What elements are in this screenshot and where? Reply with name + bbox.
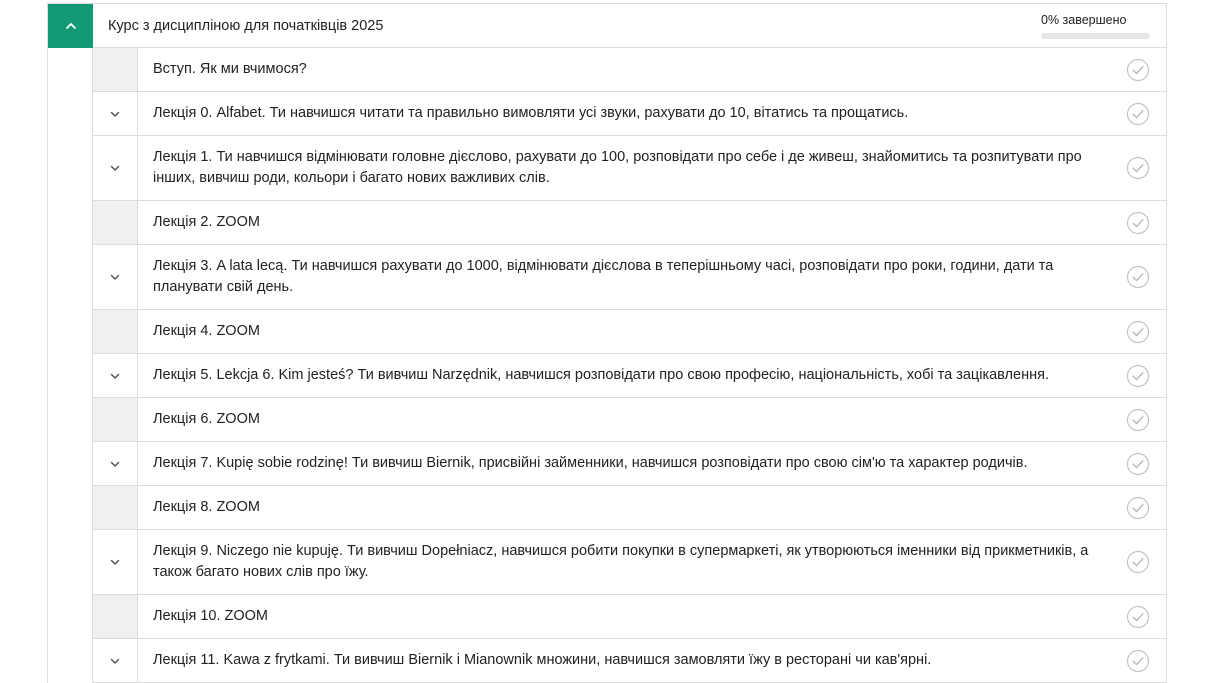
lesson-expand-toggle[interactable] <box>93 530 138 594</box>
check-circle-icon <box>1126 496 1150 520</box>
lesson-row <box>93 48 1166 92</box>
lesson-expand-toggle[interactable] <box>93 136 138 200</box>
course-progress <box>1041 4 1166 47</box>
lesson-row <box>93 595 1166 639</box>
lesson-row <box>93 639 1166 683</box>
lesson-row <box>93 486 1166 530</box>
lesson-expand-toggle[interactable] <box>93 442 138 485</box>
lesson-row <box>93 310 1166 354</box>
chevron-down-icon <box>109 655 121 667</box>
lesson-expand-toggle[interactable] <box>93 245 138 309</box>
check-circle-icon <box>1126 265 1150 289</box>
lesson-title[interactable]: Лекція 6. ZOOM <box>153 411 260 427</box>
lesson-title[interactable]: Лекція 1. Ти навчишся відмінювати головне дієслово, рахувати до 100, розповідати про себе і де живеш, знайомитись та розпитувати про інших, вивчиш роди, кольори і багато нових важливих слів. <box>153 149 1082 186</box>
lesson-title[interactable]: Лекція 5. Lekcja 6. Kim jesteś? Ти вивчиш Narzędnik, навчишся розповідати про свою професію, національність, хобі та зацікавлення. <box>153 367 1049 383</box>
chevron-down-icon <box>109 458 121 470</box>
chevron-up-icon <box>64 19 78 33</box>
lesson-title[interactable]: Лекція 3. A lata lecą. Ти навчишся рахувати до 1000, відмінювати дієслова в теперішньому часі, розповідати про роки, години, дати та планувати свій день. <box>153 258 1054 295</box>
course-section <box>47 3 1167 683</box>
lesson-toggle-placeholder <box>93 486 138 529</box>
lesson-complete-toggle[interactable] <box>1110 201 1166 244</box>
check-circle-icon <box>1126 156 1150 180</box>
chevron-down-icon <box>109 108 121 120</box>
lesson-complete-toggle[interactable] <box>1110 442 1166 485</box>
chevron-down-icon <box>109 162 121 174</box>
lesson-title[interactable]: Вступ. Як ми вчимося? <box>153 61 307 77</box>
course-header <box>48 4 1166 48</box>
lesson-title[interactable]: Лекція 9. Niczego nie kupuję. Ти вивчиш Dopełniacz, навчишся робити покупки в супермаркеті, як утворюються іменники від прикметників, а також багато нових слів про їжу. <box>153 543 1089 580</box>
check-circle-icon <box>1126 320 1150 344</box>
lesson-complete-toggle[interactable] <box>1110 245 1166 309</box>
check-circle-icon <box>1126 605 1150 629</box>
lesson-row <box>93 201 1166 245</box>
lesson-row <box>93 398 1166 442</box>
lesson-complete-toggle[interactable] <box>1110 639 1166 682</box>
lesson-row <box>93 442 1166 486</box>
lesson-complete-toggle[interactable] <box>1110 530 1166 594</box>
course-body <box>48 48 1166 683</box>
check-circle-icon <box>1126 102 1150 126</box>
lesson-row <box>93 136 1166 201</box>
lesson-toggle-placeholder <box>93 595 138 638</box>
course-gutter <box>48 48 93 683</box>
lesson-title[interactable]: Лекція 4. ZOOM <box>153 323 260 339</box>
chevron-down-icon <box>109 271 121 283</box>
lesson-complete-toggle[interactable] <box>1110 136 1166 200</box>
lesson-row <box>93 245 1166 310</box>
lesson-list <box>93 48 1166 683</box>
lesson-title[interactable]: Лекція 0. Alfabet. Ти навчишся читати та правильно вимовляти усі звуки, рахувати до 10, вітатись та прощатись. <box>153 105 909 121</box>
lesson-expand-toggle[interactable] <box>93 92 138 135</box>
lesson-complete-toggle[interactable] <box>1110 48 1166 91</box>
progress-label: 0% завершено <box>1041 13 1127 27</box>
lesson-row <box>93 354 1166 398</box>
check-circle-icon <box>1126 408 1150 432</box>
lesson-complete-toggle[interactable] <box>1110 486 1166 529</box>
lesson-row <box>93 92 1166 136</box>
lesson-complete-toggle[interactable] <box>1110 398 1166 441</box>
lesson-title[interactable]: Лекція 10. ZOOM <box>153 608 269 624</box>
check-circle-icon <box>1126 364 1150 388</box>
lesson-complete-toggle[interactable] <box>1110 354 1166 397</box>
lesson-title[interactable]: Лекція 11. Kawa z frytkami. Ти вивчиш Biernik i Mianownik множини, навчишся замовляти їжу в ресторані чи кав'ярні. <box>153 652 932 668</box>
course-title: Курс з дисципліною для початківців 2025 <box>108 17 384 34</box>
lesson-complete-toggle[interactable] <box>1110 595 1166 638</box>
check-circle-icon <box>1126 452 1150 476</box>
lesson-expand-toggle[interactable] <box>93 639 138 682</box>
chevron-down-icon <box>109 370 121 382</box>
check-circle-icon <box>1126 649 1150 673</box>
lesson-toggle-placeholder <box>93 48 138 91</box>
lesson-toggle-placeholder <box>93 201 138 244</box>
lesson-title[interactable]: Лекція 2. ZOOM <box>153 214 260 230</box>
lesson-toggle-placeholder <box>93 398 138 441</box>
lesson-row <box>93 530 1166 595</box>
chevron-down-icon <box>109 556 121 568</box>
check-circle-icon <box>1126 211 1150 235</box>
check-circle-icon <box>1126 550 1150 574</box>
lesson-complete-toggle[interactable] <box>1110 92 1166 135</box>
progress-bar <box>1041 33 1150 39</box>
lesson-title[interactable]: Лекція 7. Kupię sobie rodzinę! Ти вивчиш Biernik, присвійні займенники, навчишся розповідати про свою сім'ю та характер родичів. <box>153 455 1028 471</box>
lesson-toggle-placeholder <box>93 310 138 353</box>
lesson-expand-toggle[interactable] <box>93 354 138 397</box>
check-circle-icon <box>1126 58 1150 82</box>
lesson-complete-toggle[interactable] <box>1110 310 1166 353</box>
lesson-title[interactable]: Лекція 8. ZOOM <box>153 499 260 515</box>
collapse-course-button[interactable] <box>48 4 93 48</box>
